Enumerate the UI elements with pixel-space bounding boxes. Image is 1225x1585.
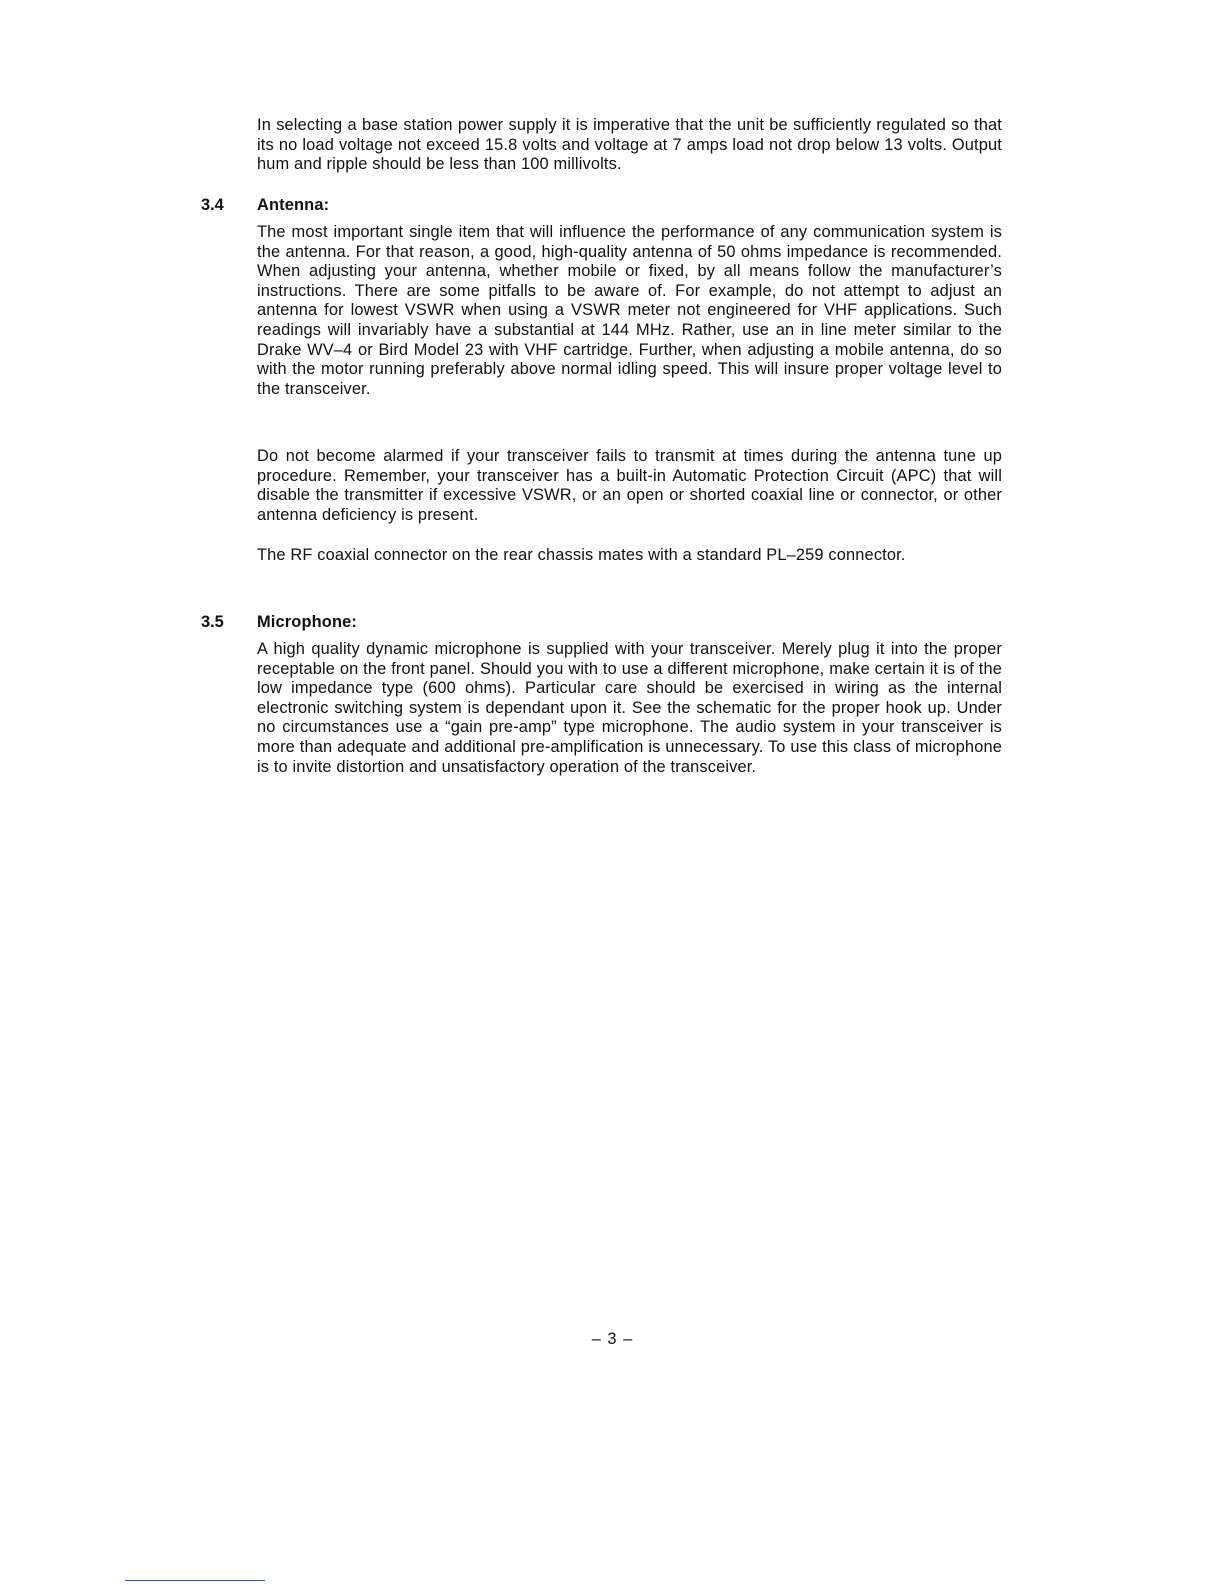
page-number: – 3 – (591, 1330, 634, 1348)
antenna-paragraph-2: Do not become alarmed if your transceiver fails to transmit at times during the antenna tune up procedure. Remember, your transceiver has a built-in Automatic Protection Circuit (APC) that will disable the transmitter if excessive VSWR, or an open or shorted coaxial line or connector, or other antenna deficiency is present. (257, 447, 1002, 524)
microphone-paragraph-1: A high quality dynamic microphone is supplied with your transceiver. Merely plug it into the proper receptable on the front panel. Should you with to use a different microphone, make certain it is of the low impedance type (600 ohms). Particular care should be exercised in wiring as the internal electronic switching system is dependant upon it. See the schematic for the proper hook up. Under no circumstances use a “gain pre-amp” type microphone. The audio system in your transceiver is more than adequate and additional pre-amplification is unnecessary. To use this class of microphone is to invite distortion and unsatisfactory operation of the transceiver. (257, 640, 1002, 776)
section-heading-microphone: Microphone: (257, 613, 357, 631)
section-heading-antenna: Antenna: (257, 196, 330, 214)
section-number-microphone: 3.5 (201, 613, 224, 631)
section-number-antenna: 3.4 (201, 196, 224, 214)
scan-edge-mark (125, 1580, 265, 1581)
intro-paragraph: In selecting a base station power supply it is imperative that the unit be sufficiently regulated so that its no load voltage not exceed 15.8 volts and voltage at 7 amps load not drop below 13 volts. Output hum and ripple should be less than 100 millivolts. (257, 116, 1002, 174)
antenna-paragraph-3: The RF coaxial connector on the rear chassis mates with a standard PL–259 connector. (257, 546, 906, 564)
antenna-paragraph-1: The most important single item that will influence the performance of any communication system is the antenna. For that reason, a good, high-quality antenna of 50 ohms impedance is recommended. When adjusting your antenna, whether mobile or fixed, by all means follow the manufacturer’s instructions. There are some pitfalls to be aware of. For example, do not attempt to adjust an antenna for lowest VSWR when using a VSWR meter not engineered for VHF applications. Such readings will invariably have a substantial at 144 MHz. Rather, use an in line meter similar to the Drake WV–4 or Bird Model 23 with VHF cartridge. Further, when adjusting a mobile antenna, do so with the motor running preferably above normal idling speed. This will insure proper voltage level to the transceiver. (257, 223, 1002, 398)
